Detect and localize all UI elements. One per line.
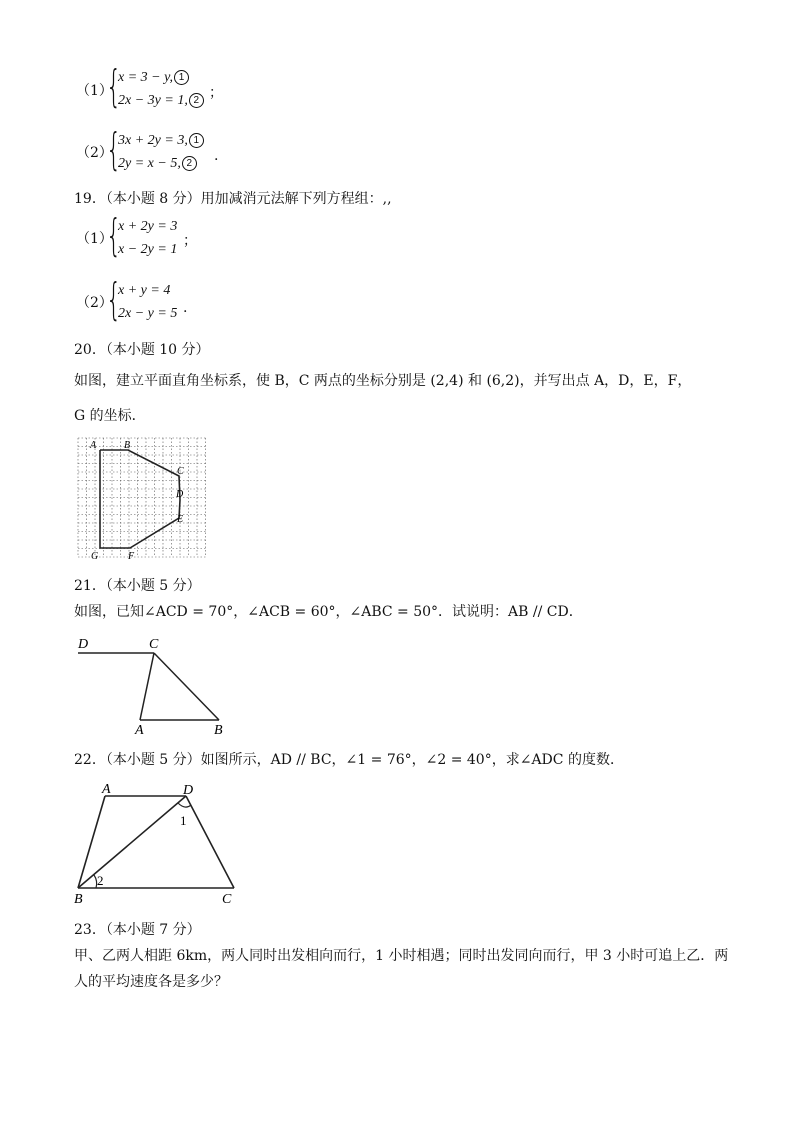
point-label-b: B (214, 723, 223, 738)
q18-part1-system (106, 61, 226, 114)
punctuation: . (214, 148, 219, 164)
q23-text-line2: 人的平均速度各是多少？ (74, 974, 228, 990)
brace-icon: { (106, 210, 122, 261)
angle-1-label: 1 (180, 813, 187, 828)
point-label-a: A (135, 723, 144, 738)
equation: 3x + 2y = 3, (118, 133, 188, 148)
point-label-c: C (149, 637, 159, 652)
equation: x + y = 4 (118, 283, 171, 298)
point-label-c: C (177, 466, 184, 477)
brace-icon: { (106, 124, 122, 175)
equation: x − 2y = 1 (118, 242, 178, 257)
point-label-a: A (90, 440, 97, 451)
q20-grid-figure (76, 436, 206, 564)
q20-title: 20．（本小题 10 分） (74, 342, 210, 358)
point-label-b: B (124, 440, 131, 451)
point-label-f: F (128, 551, 135, 562)
equation: 2x − 3y = 1, (118, 93, 188, 108)
q19-part1-number: （1） (76, 231, 113, 247)
equation: x = 3 − y, (118, 70, 174, 85)
point-label-b: B (74, 892, 83, 907)
q21-title: 21．（本小题 5 分） (74, 578, 201, 594)
equation: x + 2y = 3 (118, 219, 178, 234)
point-label-d: D (78, 637, 89, 652)
segment-ca (140, 653, 154, 720)
segment-bd (78, 796, 186, 888)
point-label-e: E (177, 514, 184, 525)
point-label-c: C (222, 892, 232, 907)
brace-icon: { (106, 274, 122, 325)
grid (78, 438, 206, 557)
equation: 2y = x − 5, (118, 156, 181, 171)
q21-figure (72, 628, 232, 740)
q22-text-line1: 22．（本小题 5 分）如图所示，AD // BC，∠1 = 76°，∠2 = 40°，求∠ADC 的度数． (74, 752, 624, 768)
circled-number-2: 2 (182, 156, 197, 171)
q18-part1-number: （1） (76, 83, 113, 99)
point-label-d: D (176, 489, 184, 500)
angle-1-arc (178, 803, 191, 807)
punctuation: . (183, 300, 188, 316)
q21-text-line1: 如图，已知∠ACD = 70°，∠ACB = 60°，∠ABC = 50°．试说明：AB // CD． (74, 604, 583, 620)
equation: 2x − y = 5 (118, 306, 178, 321)
q23-title: 23．（本小题 7 分） (74, 922, 201, 938)
segment-dc (186, 796, 234, 888)
circled-number-1: 1 (189, 133, 204, 148)
circled-number-2: 2 (189, 93, 204, 108)
segment-cb (154, 653, 219, 720)
q20-text-line1: 如图，建立平面直角坐标系，使 B，C 两点的坐标分别是 (2,4) 和 (6,2)，并写出点 A，D，E，F， (74, 373, 692, 389)
angle-2-label: 2 (97, 873, 104, 888)
punctuation: ； (183, 233, 197, 249)
point-label-d: D (183, 783, 194, 798)
brace-icon: { (106, 61, 122, 112)
q19-title: 19．（本小题 8 分）用加减消元法解下列方程组：,, (74, 191, 392, 207)
q18-part2-number: （2） (76, 145, 113, 161)
q18-part2-system (106, 124, 226, 177)
q22-figure (72, 778, 242, 908)
q19-part2-number: （2） (76, 295, 113, 311)
point-label-g: G (91, 551, 99, 562)
point-label-a: A (102, 782, 111, 797)
punctuation: ； (209, 85, 223, 101)
circled-number-1: 1 (174, 70, 189, 85)
q23-text-line1: 甲、乙两人相距 6km，两人同时出发相向而行，1 小时相遇；同时出发同向而行，甲 3 小时可追上乙．两 (74, 948, 729, 964)
q20-text-line2: G 的坐标． (74, 408, 146, 424)
